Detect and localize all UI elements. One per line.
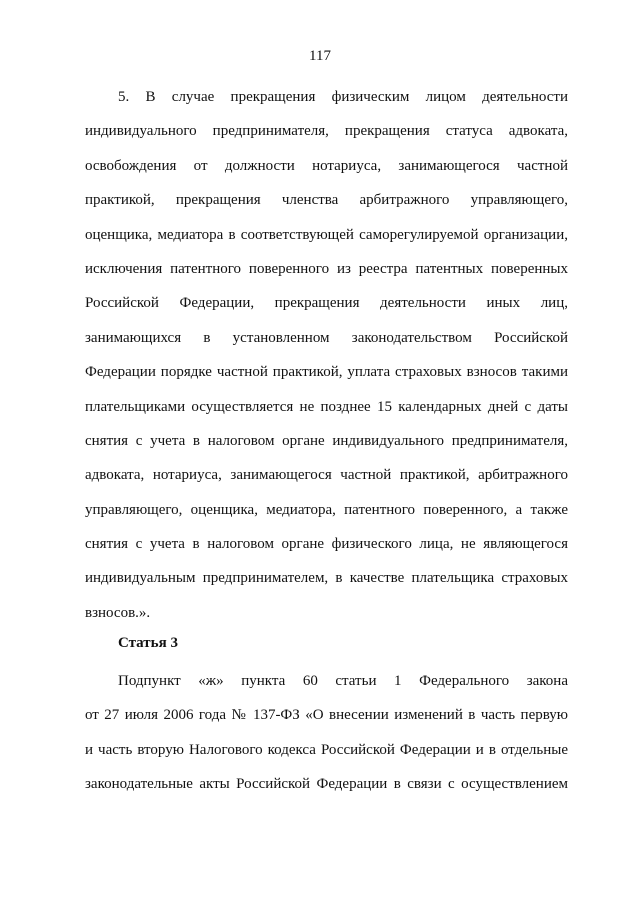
text-line: адвоката, нотариуса, занимающегося частной практикой, арбитражного xyxy=(85,467,568,484)
text-line: взносов.». xyxy=(85,604,151,621)
text-line: управляющего, оценщика, медиатора, патентного поверенного, а также xyxy=(85,501,568,518)
page-number: 117 xyxy=(309,48,331,64)
text-line: индивидуального предпринимателя, прекращения статуса адвоката, xyxy=(85,123,568,140)
text-line: Федерации порядке частной практикой, уплата страховых взносов такими xyxy=(85,364,568,381)
text-line: снятия с учета в налоговом органе физического лица, не являющегося xyxy=(85,536,568,553)
text-line: занимающихся в установленном законодательством Российской xyxy=(85,329,568,346)
article-3-heading: Статья 3 xyxy=(118,635,178,651)
text-line: оценщика, медиатора в соответствующей саморегулируемой организации, xyxy=(85,226,568,243)
text-line: Российской Федерации, прекращения деятельности иных лиц, xyxy=(85,295,568,312)
text-line: освобождения от должности нотариуса, занимающегося частной xyxy=(85,157,568,174)
text-line: 5. В случае прекращения физическим лицом деятельности xyxy=(118,89,568,105)
text-line: практикой, прекращения членства арбитражного управляющего, xyxy=(85,192,568,209)
text-line: Подпункт «ж» пункта 60 статьи 1 Федерального закона xyxy=(118,673,568,689)
text-line: от 27 июля 2006 года № 137-ФЗ «О внесении изменений в часть первую xyxy=(85,707,568,724)
text-line: законодательные акты Российской Федерации в связи с осуществлением xyxy=(85,776,568,793)
text-line: снятия с учета в налоговом органе индивидуального предпринимателя, xyxy=(85,432,568,449)
article-3-paragraph xyxy=(85,664,568,802)
text-line: плательщиками осуществляется не позднее 15 календарных дней с даты xyxy=(85,398,568,415)
text-line: индивидуальным предпринимателем, в качестве плательщика страховых xyxy=(85,570,568,587)
text-line: и часть вторую Налогового кодекса Российской Федерации и в отдельные xyxy=(85,741,568,758)
text-line: исключения патентного поверенного из реестра патентных поверенных xyxy=(85,260,568,277)
paragraph-5 xyxy=(85,80,568,630)
